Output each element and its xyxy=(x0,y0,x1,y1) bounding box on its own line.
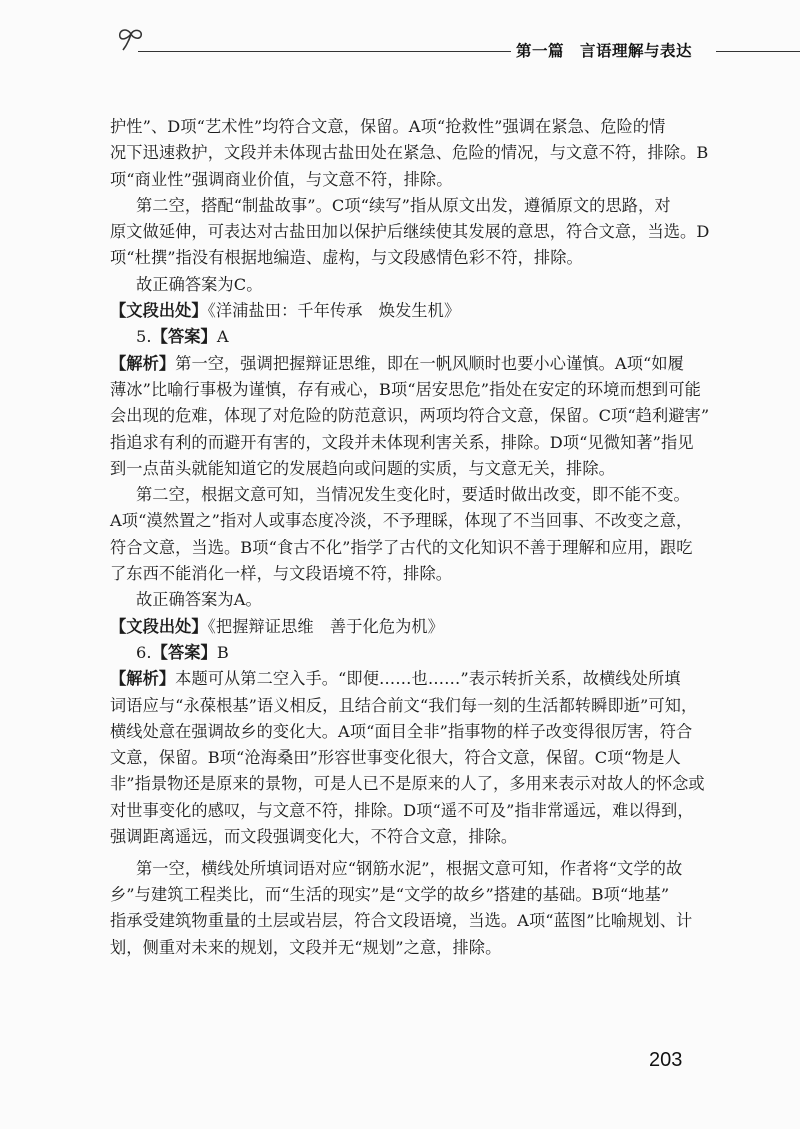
header-title: 第一篇 言语理解与表达 xyxy=(516,42,693,60)
line-text: 指承受建筑物重量的土层或岩层，符合文段语境，当选。A项“蓝图”比喻规划、计 xyxy=(110,911,693,931)
section-tag: 【答案】 xyxy=(151,642,217,662)
line-text: 对世事变化的感叹，与文意不符，排除。D项“遥不可及”指非常遥远，难以得到， xyxy=(110,800,694,820)
text-line xyxy=(110,745,705,771)
text-line xyxy=(110,508,705,534)
line-text: 第一空，横线处所填词语对应“钢筋水泥”，根据文意可知，作者将“文学的故 xyxy=(136,858,683,878)
line-text: 故正确答案为A。 xyxy=(136,590,262,610)
text-line xyxy=(110,614,705,640)
text-line xyxy=(110,561,705,587)
text-line xyxy=(110,245,705,271)
text-line xyxy=(110,219,710,245)
line-text: 第一空，强调把握辩证思维，即在一帆风顺时也要小心谨慎。A项“如履 xyxy=(175,353,684,373)
text-line xyxy=(110,535,705,561)
paragraph xyxy=(110,666,705,850)
text-line xyxy=(110,272,705,298)
paragraph xyxy=(110,587,705,613)
text-line xyxy=(110,193,705,219)
line-text: A项“漠然置之”指对人或事态度冷淡，不予理睬，体现了不当回事、不改变之意， xyxy=(110,511,693,531)
line-text: 横线处意在强调故乡的变化大。A项“面目全非”指事物的样子改变得很厉害，符合 xyxy=(110,721,693,741)
text-line xyxy=(110,640,705,666)
line-text: 非”指景物还是原来的景物，可是人已不是原来的人了，多用来表示对故人的怀念或 xyxy=(110,774,705,794)
text-line xyxy=(110,482,705,508)
line-text: 《洋浦盐田：千年传承 焕发生机》 xyxy=(207,301,461,321)
section-tag: 【答案】 xyxy=(151,327,217,347)
line-text: 项“商业性”强调商业价值，与文意不符，排除。 xyxy=(110,169,453,189)
section-tag: 【解析】 xyxy=(110,353,176,373)
line-text: 指追求有利的而避开有害的，文段并未体现利害关系，排除。D项“见微知著”指见 xyxy=(110,432,694,452)
section-tag: 【文段出处】 xyxy=(110,301,208,321)
line-text: 乡”与建筑工程类比，而“生活的现实”是“文学的故乡”搭建的基础。B项“地基” xyxy=(110,884,670,904)
line-text: B xyxy=(216,642,229,662)
line-text: 况下迅速救护，文段并未体现古盐田处在紧急、危险的情况，与文意不符，排除。B xyxy=(110,143,709,163)
body-text xyxy=(110,114,710,961)
section-tag: 【文段出处】 xyxy=(110,616,208,636)
text-line xyxy=(110,719,705,745)
paragraph xyxy=(110,272,705,298)
line-text: 《把握辩证思维 善于化危为机》 xyxy=(207,616,444,636)
text-line xyxy=(110,693,705,719)
text-line xyxy=(110,167,705,193)
line-text: 故正确答案为C。 xyxy=(136,274,263,294)
text-line xyxy=(110,666,705,692)
paragraph xyxy=(110,614,705,640)
paragraph xyxy=(110,482,705,587)
line-text: 文意，保留。B项“沧海桑田”形容世事变化很大，符合文意，保留。C项“物是人 xyxy=(110,748,681,768)
line-text: 会出现的危难，体现了对危险的防范意识，两项均符合文意，保留。C项“趋利避害” xyxy=(110,406,710,426)
line-text: 到一点苗头就能知道它的发展趋向或问题的实质，与文意无关，排除。 xyxy=(110,458,615,478)
running-header xyxy=(0,22,800,66)
text-line xyxy=(110,140,709,166)
line-text: 强调距离遥远，而文段强调变化大，不符合文意，排除。 xyxy=(110,827,518,847)
text-line xyxy=(110,456,705,482)
paragraph xyxy=(110,193,710,272)
page-number: 203 xyxy=(649,1049,683,1071)
text-line xyxy=(110,403,710,429)
text-line xyxy=(110,324,705,350)
line-text: 词语应与“永葆根基”语义相反，且结合前文“我们每一刻的生活都转瞬即逝”可知， xyxy=(110,695,698,715)
header-rule-left xyxy=(138,51,511,52)
paragraph xyxy=(110,324,705,350)
text-line xyxy=(110,114,705,140)
line-text: 符合文意，当选。B项“食古不化”指学了古代的文化知识不善于理解和应用，跟吃 xyxy=(110,537,693,557)
line-text: 薄冰”比喻行事极为谨慎，存有戒心，B项“居安思危”指处在安定的环境而想到可能 xyxy=(110,379,701,399)
section-tag: 【解析】 xyxy=(110,669,176,689)
paragraph xyxy=(110,640,705,666)
paragraph xyxy=(110,114,709,193)
line-text: 原文做延伸，可表达对古盐田加以保护后继续使其发展的意思，符合文意，当选。D xyxy=(110,222,710,242)
sprout-icon xyxy=(112,24,146,58)
text-line xyxy=(110,798,705,824)
paragraph xyxy=(110,856,705,961)
line-text: 了东西不能消化一样，与文段语境不符，排除。 xyxy=(110,564,453,584)
line-text: 护性”、D项“艺术性”均符合文意，保留。A项“抢救性”强调在紧急、危险的情 xyxy=(110,117,666,136)
line-text: 本题可从第二空入手。“即便……也……”表示转折关系，故横线处所填 xyxy=(175,669,681,689)
line-text: 项“杜撰”指没有根据地编造、虚构，与文段感情色彩不符，排除。 xyxy=(110,248,583,268)
text-line xyxy=(110,587,705,613)
question-number: 5. xyxy=(136,327,152,347)
header-rule-right xyxy=(716,51,800,52)
text-line xyxy=(110,430,705,456)
line-text: A xyxy=(216,327,229,347)
text-line xyxy=(110,908,705,934)
line-text: 第二空，根据文意可知，当情况发生变化时，要适时做出改变，即不能不变。 xyxy=(136,485,690,505)
paragraph xyxy=(110,351,710,482)
text-line xyxy=(110,824,705,850)
text-line xyxy=(110,935,705,961)
text-line xyxy=(110,856,705,882)
text-line xyxy=(110,298,705,324)
text-line xyxy=(110,351,705,377)
line-text: 划，侧重对未来的规划，文段并无“规划”之意，排除。 xyxy=(110,937,502,957)
text-line xyxy=(110,882,705,908)
paragraph xyxy=(110,298,705,324)
text-line xyxy=(110,377,705,403)
text-line xyxy=(110,771,705,797)
question-number: 6. xyxy=(136,642,152,662)
line-text: 第二空，搭配“制盐故事”。C项“续写”指从原文出发，遵循原文的思路，对 xyxy=(136,195,671,215)
